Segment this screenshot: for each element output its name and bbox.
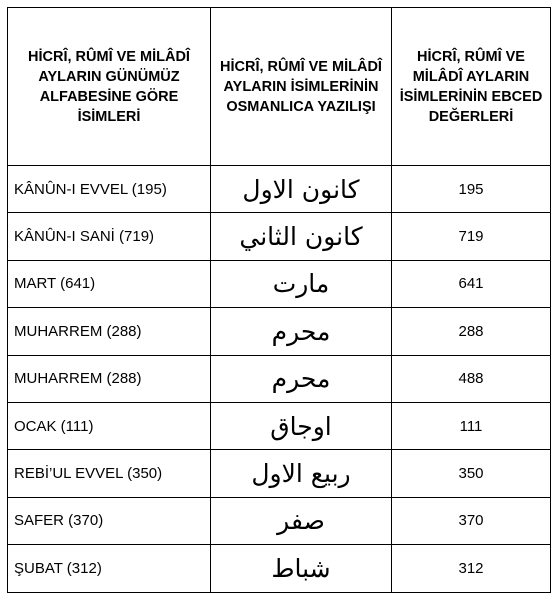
ottoman-name-cell: محرم — [211, 355, 392, 402]
table-row — [8, 213, 551, 260]
month-name-cell: ŞUBAT (312) — [8, 545, 211, 592]
table-row — [8, 166, 551, 213]
month-name-cell: OCAK (111) — [8, 402, 211, 449]
months-table — [7, 7, 551, 593]
month-name-cell: MUHARREM (288) — [8, 355, 211, 402]
month-name-cell: SAFER (370) — [8, 497, 211, 544]
ebced-value-cell: 719 — [392, 213, 551, 260]
table-row — [8, 260, 551, 307]
table-row — [8, 402, 551, 449]
month-name-cell: REBİ’UL EVVEL (350) — [8, 450, 211, 497]
month-name-cell: KÂNÛN-I SANİ (719) — [8, 213, 211, 260]
table-row — [8, 355, 551, 402]
ottoman-name-cell: كانون الاول — [211, 166, 392, 213]
month-name-cell: MUHARREM (288) — [8, 308, 211, 355]
ottoman-name-cell: محرم — [211, 308, 392, 355]
header-ottoman-spelling: HİCRÎ, RÛMÎ VE MİLÂDÎ AYLARIN İSİMLERİNİN OSMANLICA YAZILIŞI — [211, 8, 392, 166]
ebced-value-cell: 641 — [392, 260, 551, 307]
table-row — [8, 308, 551, 355]
header-modern-names: HİCRÎ, RÛMÎ VE MİLÂDÎ AYLARIN GÜNÜMÜZ ALFABESİNE GÖRE İSİMLERİ — [8, 8, 211, 166]
header-row — [8, 8, 551, 166]
ebced-value-cell: 111 — [392, 402, 551, 449]
table-row — [8, 545, 551, 592]
ebced-value-cell: 488 — [392, 355, 551, 402]
ottoman-name-cell: صفر — [211, 497, 392, 544]
ebced-value-cell: 312 — [392, 545, 551, 592]
ebced-value-cell: 195 — [392, 166, 551, 213]
month-name-cell: MART (641) — [8, 260, 211, 307]
ebced-value-cell: 370 — [392, 497, 551, 544]
month-name-cell: KÂNÛN-I EVVEL (195) — [8, 166, 211, 213]
header-ebced-values: HİCRÎ, RÛMÎ VE MİLÂDÎ AYLARIN İSİMLERİNİN EBCED DEĞERLERİ — [392, 8, 551, 166]
ebced-value-cell: 350 — [392, 450, 551, 497]
ottoman-name-cell: اوجاق — [211, 402, 392, 449]
ebced-value-cell: 288 — [392, 308, 551, 355]
ottoman-name-cell: ربيع الاول — [211, 450, 392, 497]
ottoman-name-cell: كانون الثاني — [211, 213, 392, 260]
ottoman-name-cell: شباط — [211, 545, 392, 592]
table-row — [8, 497, 551, 544]
table-row — [8, 450, 551, 497]
ottoman-name-cell: مارت — [211, 260, 392, 307]
